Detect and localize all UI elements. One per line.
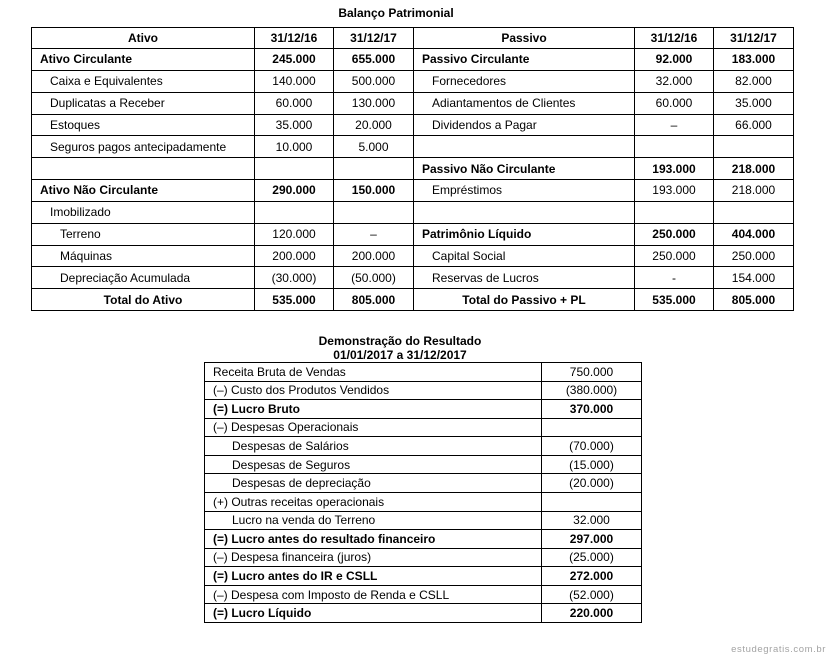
balance-row <box>32 136 794 158</box>
liability-value-2016: 250.000 <box>635 245 714 267</box>
income-value: 370.000 <box>542 400 642 419</box>
liability-value-2017: 250.000 <box>714 245 794 267</box>
income-value: 220.000 <box>542 604 642 623</box>
income-label: (–) Despesas Operacionais <box>205 418 542 437</box>
asset-label: Ativo Não Circulante <box>32 180 255 202</box>
liability-label: Capital Social <box>414 245 635 267</box>
asset-value-2016: 245.000 <box>255 49 334 71</box>
income-row <box>205 381 642 400</box>
asset-value-2017: 150.000 <box>334 180 414 202</box>
empty-cell <box>334 158 414 180</box>
income-value: (380.000) <box>542 381 642 400</box>
income-row <box>205 400 642 419</box>
income-row <box>205 363 642 382</box>
liabilities-total-label: Total do Passivo + PL <box>414 289 635 311</box>
income-label: (=) Lucro Líquido <box>205 604 542 623</box>
asset-value-2017: 20.000 <box>334 114 414 136</box>
asset-label: Imobilizado <box>32 201 255 223</box>
income-row <box>205 548 642 567</box>
asset-value-2017: 130.000 <box>334 92 414 114</box>
balance-row <box>32 114 794 136</box>
balance-sheet-table <box>31 27 794 311</box>
empty-cell <box>414 136 635 158</box>
asset-label: Seguros pagos antecipadamente <box>32 136 255 158</box>
income-label: Receita Bruta de Vendas <box>205 363 542 382</box>
income-label: (=) Lucro antes do IR e CSLL <box>205 567 542 586</box>
income-value: (52.000) <box>542 585 642 604</box>
income-label: Despesas de Seguros <box>205 455 542 474</box>
balance-row <box>32 158 794 180</box>
income-label: (–) Despesa com Imposto de Renda e CSLL <box>205 585 542 604</box>
asset-value-2017: 500.000 <box>334 70 414 92</box>
liability-label: Dividendos a Pagar <box>414 114 635 136</box>
balance-row <box>32 223 794 245</box>
balance-row <box>32 245 794 267</box>
liabilities-2016-header: 31/12/16 <box>635 28 714 49</box>
liability-value-2016: 250.000 <box>635 223 714 245</box>
liabilities-total-2016: 535.000 <box>635 289 714 311</box>
empty-cell <box>255 158 334 180</box>
asset-label: Ativo Circulante <box>32 49 255 71</box>
liability-value-2016: 92.000 <box>635 49 714 71</box>
liability-label: Passivo Circulante <box>414 49 635 71</box>
income-row <box>205 418 642 437</box>
balance-row <box>32 92 794 114</box>
assets-header: Ativo <box>32 28 255 49</box>
asset-value-2016: (30.000) <box>255 267 334 289</box>
asset-value-2016: 120.000 <box>255 223 334 245</box>
income-value: (15.000) <box>542 455 642 474</box>
asset-label: Depreciação Acumulada <box>32 267 255 289</box>
income-row <box>205 455 642 474</box>
empty-cell <box>334 201 414 223</box>
asset-value-2016: 200.000 <box>255 245 334 267</box>
income-row <box>205 585 642 604</box>
liability-value-2016: 193.000 <box>635 180 714 202</box>
balance-row <box>32 267 794 289</box>
balance-row <box>32 70 794 92</box>
income-value: 32.000 <box>542 511 642 530</box>
liability-value-2016: – <box>635 114 714 136</box>
asset-value-2017: (50.000) <box>334 267 414 289</box>
income-value: 750.000 <box>542 363 642 382</box>
liabilities-2017-header: 31/12/17 <box>714 28 794 49</box>
income-row <box>205 474 642 493</box>
liability-value-2017: 154.000 <box>714 267 794 289</box>
asset-value-2016: 60.000 <box>255 92 334 114</box>
liability-value-2017: 218.000 <box>714 180 794 202</box>
income-label: (=) Lucro antes do resultado financeiro <box>205 530 542 549</box>
assets-2017-header: 31/12/17 <box>334 28 414 49</box>
income-row <box>205 567 642 586</box>
asset-value-2016: 290.000 <box>255 180 334 202</box>
income-row <box>205 604 642 623</box>
income-value: (25.000) <box>542 548 642 567</box>
income-label: (=) Lucro Bruto <box>205 400 542 419</box>
asset-value-2017: 5.000 <box>334 136 414 158</box>
empty-cell <box>414 201 635 223</box>
asset-label: Duplicatas a Receber <box>32 92 255 114</box>
income-value: 297.000 <box>542 530 642 549</box>
asset-value-2017: – <box>334 223 414 245</box>
balance-total-row <box>32 289 794 311</box>
asset-value-2016: 35.000 <box>255 114 334 136</box>
balance-row <box>32 49 794 71</box>
assets-2016-header: 31/12/16 <box>255 28 334 49</box>
income-statement-title-block <box>250 334 550 362</box>
income-label: (+) Outras receitas operacionais <box>205 492 542 511</box>
empty-cell <box>255 201 334 223</box>
income-row <box>205 530 642 549</box>
liability-value-2017: 82.000 <box>714 70 794 92</box>
assets-total-2017: 805.000 <box>334 289 414 311</box>
income-row <box>205 492 642 511</box>
balance-row <box>32 201 794 223</box>
liabilities-header: Passivo <box>414 28 635 49</box>
balance-row <box>32 180 794 202</box>
asset-label: Terreno <box>32 223 255 245</box>
income-statement-title: Demonstração do Resultado <box>318 334 482 348</box>
empty-cell <box>635 136 714 158</box>
asset-label: Máquinas <box>32 245 255 267</box>
liability-label: Adiantamentos de Clientes <box>414 92 635 114</box>
liability-value-2017: 404.000 <box>714 223 794 245</box>
income-label: (–) Despesa financeira (juros) <box>205 548 542 567</box>
income-statement-table <box>204 362 642 623</box>
liability-value-2017: 183.000 <box>714 49 794 71</box>
liability-label: Patrimônio Líquido <box>414 223 635 245</box>
income-row <box>205 511 642 530</box>
income-value: (20.000) <box>542 474 642 493</box>
liability-value-2016: - <box>635 267 714 289</box>
empty-cell <box>542 418 642 437</box>
asset-label: Caixa e Equivalentes <box>32 70 255 92</box>
income-value: (70.000) <box>542 437 642 456</box>
assets-total-label: Total do Ativo <box>32 289 255 311</box>
income-label: Lucro na venda do Terreno <box>205 511 542 530</box>
liability-label: Reservas de Lucros <box>414 267 635 289</box>
asset-value-2017: 200.000 <box>334 245 414 267</box>
asset-value-2016: 140.000 <box>255 70 334 92</box>
asset-value-2016: 10.000 <box>255 136 334 158</box>
income-statement-period: 01/01/2017 a 31/12/2017 <box>333 348 467 362</box>
income-label: (–) Custo dos Produtos Vendidos <box>205 381 542 400</box>
balance-sheet-title: Balanço Patrimonial <box>338 6 454 20</box>
liability-value-2017: 218.000 <box>714 158 794 180</box>
income-label: Despesas de Salários <box>205 437 542 456</box>
liability-label: Fornecedores <box>414 70 635 92</box>
empty-cell <box>32 158 255 180</box>
liabilities-total-2017: 805.000 <box>714 289 794 311</box>
liability-value-2017: 35.000 <box>714 92 794 114</box>
liability-value-2017: 66.000 <box>714 114 794 136</box>
liability-value-2016: 193.000 <box>635 158 714 180</box>
empty-cell <box>542 492 642 511</box>
liability-label: Empréstimos <box>414 180 635 202</box>
income-row <box>205 437 642 456</box>
asset-label: Estoques <box>32 114 255 136</box>
income-label: Despesas de depreciação <box>205 474 542 493</box>
empty-cell <box>714 136 794 158</box>
watermark-text: estudegratis.com.br <box>731 644 826 655</box>
assets-total-2016: 535.000 <box>255 289 334 311</box>
liability-value-2016: 60.000 <box>635 92 714 114</box>
empty-cell <box>635 201 714 223</box>
income-value: 272.000 <box>542 567 642 586</box>
empty-cell <box>714 201 794 223</box>
balance-header-row <box>32 28 794 49</box>
liability-label: Passivo Não Circulante <box>414 158 635 180</box>
liability-value-2016: 32.000 <box>635 70 714 92</box>
asset-value-2017: 655.000 <box>334 49 414 71</box>
